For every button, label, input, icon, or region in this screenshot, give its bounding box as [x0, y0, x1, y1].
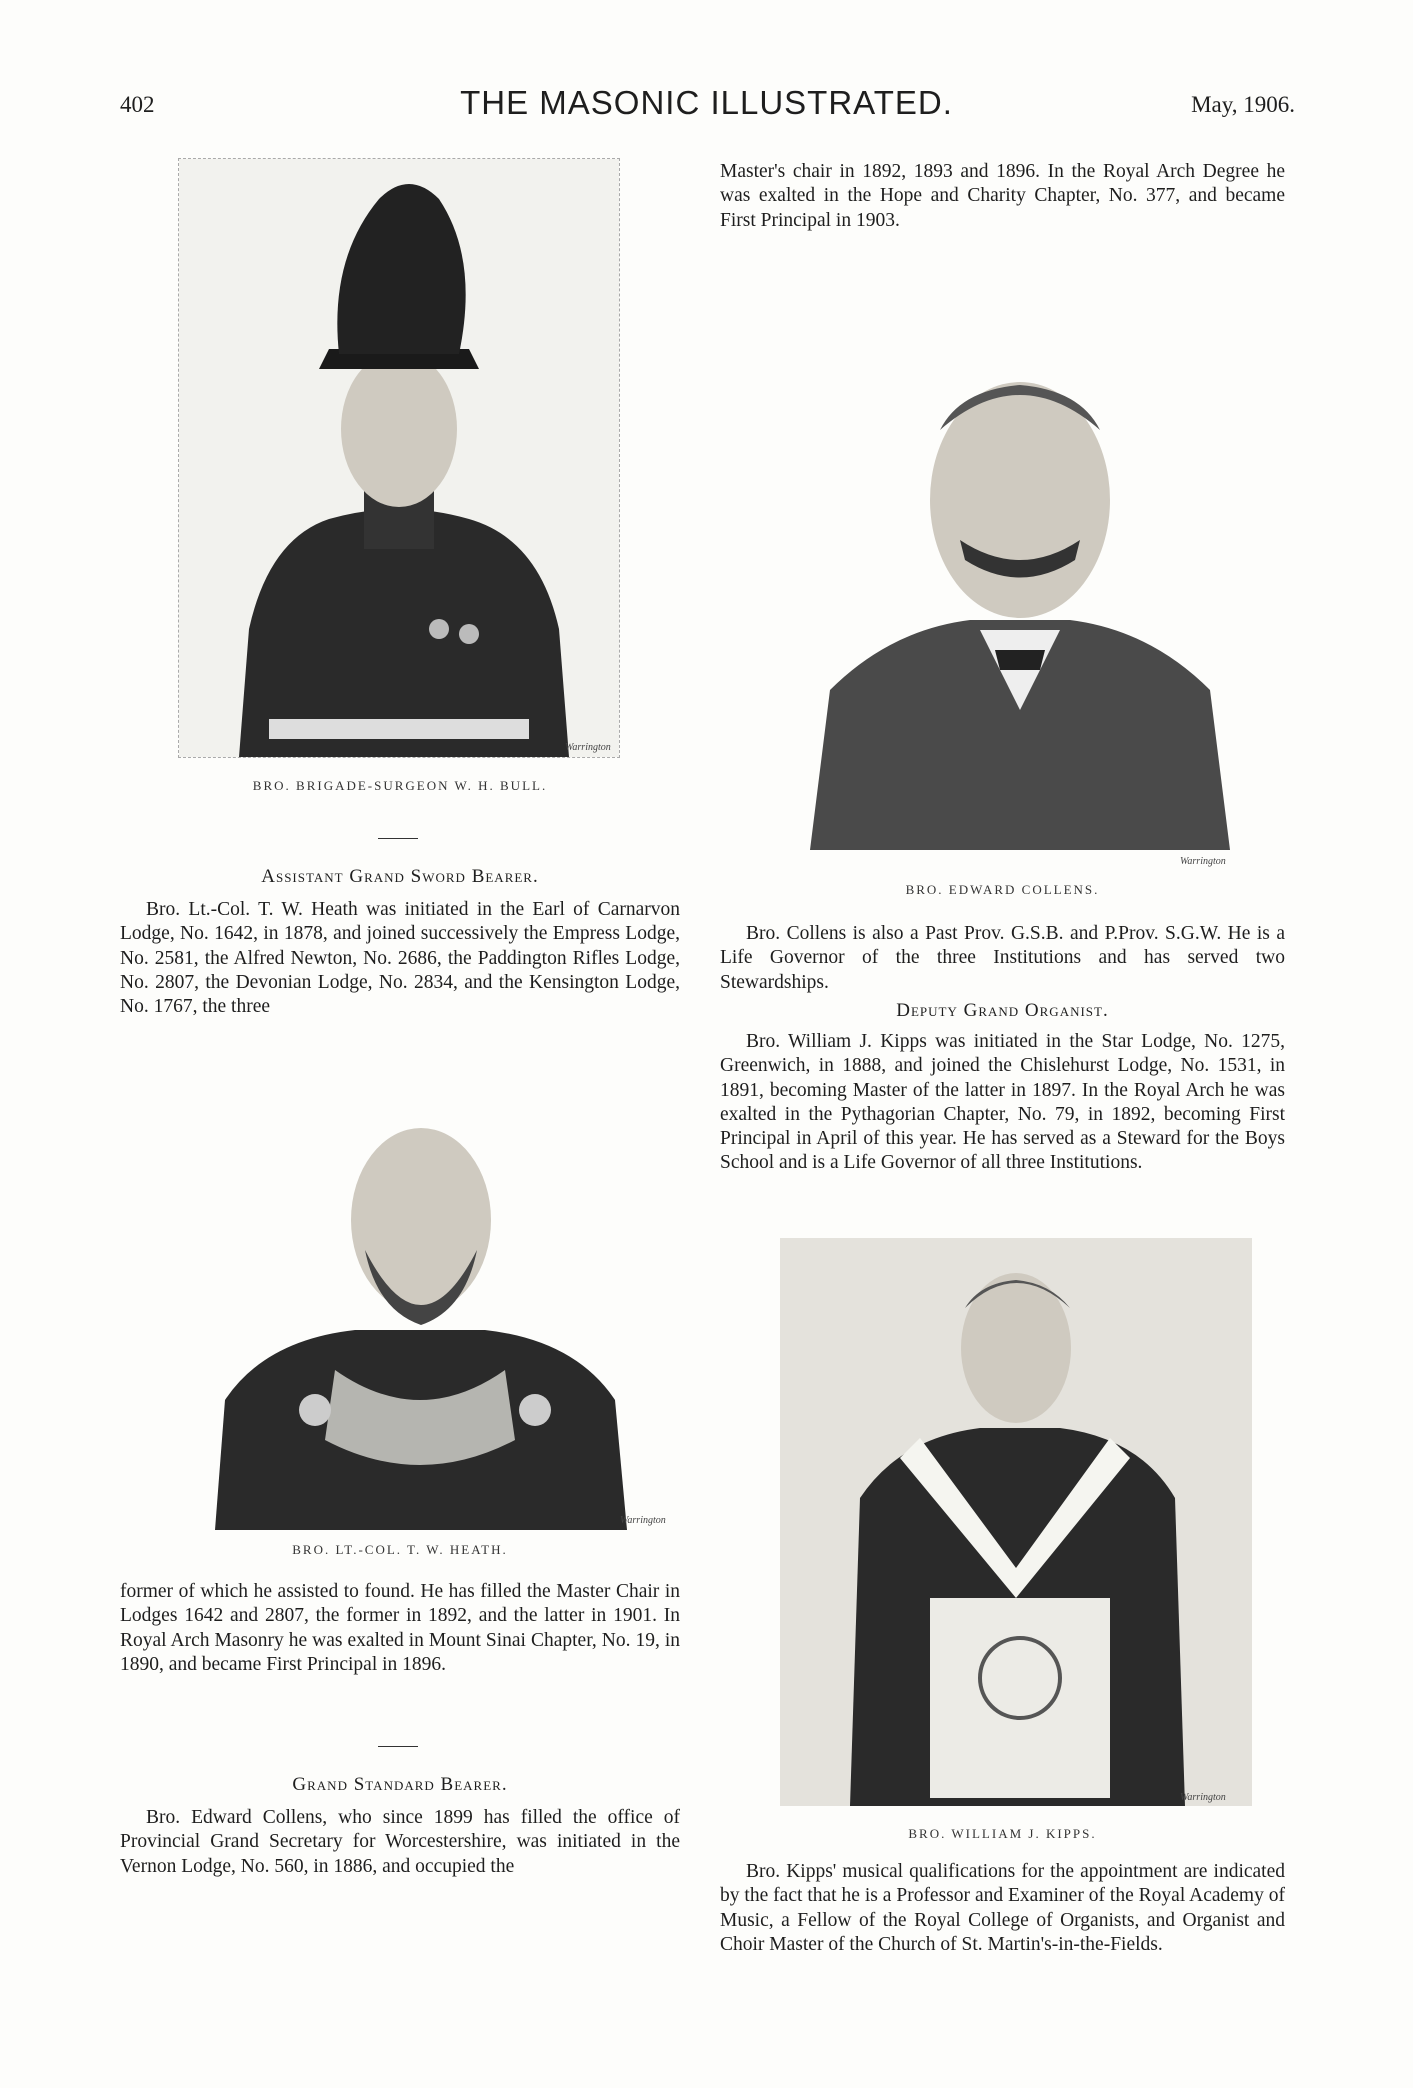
- portrait-kipps: [780, 1238, 1252, 1806]
- text-kipps-intro: Bro. William J. Kipps was initiated in the Star Lodge, No. 1275, Greenwich, in 1888, and joined the Chislehurst Lodge, No. 1531, in 1891, becoming Master of the latter in 1897. In the Royal Arch he was exalted in the Pythagorian Chapter, No. 79, in 1892, becoming First Principal in April of this year. He has served as a Steward for the Boys School and is a Life Governor of all three Institutions.: [720, 1031, 1285, 1174]
- text-heath-intro: Bro. Lt.-Col. T. W. Heath was initiated in the Earl of Carnarvon Lodge, No. 1642, in 1878, and joined successively the Empress Lodge, No. 2581, the Alfred Newton, No. 2686, the Paddington Rifles Lodge, No. 2807, the Devonian Lodge, No. 2834, and the Kensington Lodge, No. 1767, the three: [120, 899, 680, 1018]
- text-collens-intro: Bro. Edward Collens, who since 1899 has filled the office of Provincial Grand Secretary for Worcestershire, was initiated in the Vernon Lodge, No. 560, in 1886, and occupied the: [120, 1807, 680, 1877]
- section-divider: [378, 1746, 418, 1747]
- portrait-collens-illustration: [790, 330, 1250, 850]
- heading-sword-bearer: Assistant Grand Sword Bearer.: [261, 866, 539, 887]
- text-collens-more: Bro. Collens is also a Past Prov. G.S.B. and P.Prov. S.G.W. He is a Life Governor of the three Institutions and has served two Stewardships.: [720, 923, 1285, 993]
- credit-bull: Warrington: [565, 742, 611, 753]
- credit-kipps: Warrington: [1180, 1792, 1226, 1803]
- portrait-heath: [205, 1110, 637, 1530]
- heading-deputy-organist: Deputy Grand Organist.: [896, 1000, 1109, 1021]
- section-divider: [378, 838, 418, 839]
- credit-collens: Warrington: [1180, 856, 1226, 867]
- portrait-bull-illustration: [179, 159, 619, 757]
- portrait-heath-illustration: [205, 1110, 637, 1530]
- masthead-title: THE MASONIC ILLUSTRATED.: [460, 84, 953, 121]
- text-collens-continued: Master's chair in 1892, 1893 and 1896. In the Royal Arch Degree he was exalted in the Hope and Charity Chapter, No. 377, and became First Principal in 1903.: [720, 161, 1285, 231]
- credit-heath: Warrington: [620, 1515, 666, 1526]
- portrait-kipps-illustration: [780, 1238, 1252, 1806]
- caption-bull: BRO. BRIGADE-SURGEON W. H. BULL.: [252, 778, 548, 793]
- portrait-bull: [178, 158, 620, 758]
- page-number: 402: [120, 92, 155, 117]
- issue-date: May, 1906.: [1191, 92, 1295, 117]
- heading-standard-bearer: Grand Standard Bearer.: [292, 1774, 508, 1795]
- portrait-collens: [790, 330, 1250, 850]
- caption-heath: BRO. LT.-COL. T. W. HEATH.: [292, 1542, 508, 1557]
- text-heath-continuation: former of which he assisted to found. He has filled the Master Chair in Lodges 1642 and 2807, the former in 1892, and the latter in 1901. In Royal Arch Masonry he was exalted in Mount Sinai Chapter, No. 19, in 1890, and became First Principal in 1896.: [120, 1581, 680, 1675]
- text-kipps-more: Bro. Kipps' musical qualifications for the appointment are indicated by the fact that he is a Professor and Examiner of the Royal Academy of Music, a Fellow of the Royal College of Organists, and Organist and Choir Master of the Church of St. Martin's-in-the-Fields.: [720, 1861, 1285, 1955]
- caption-kipps: BRO. WILLIAM J. KIPPS.: [908, 1826, 1097, 1841]
- caption-collens: BRO. EDWARD COLLENS.: [905, 882, 1100, 897]
